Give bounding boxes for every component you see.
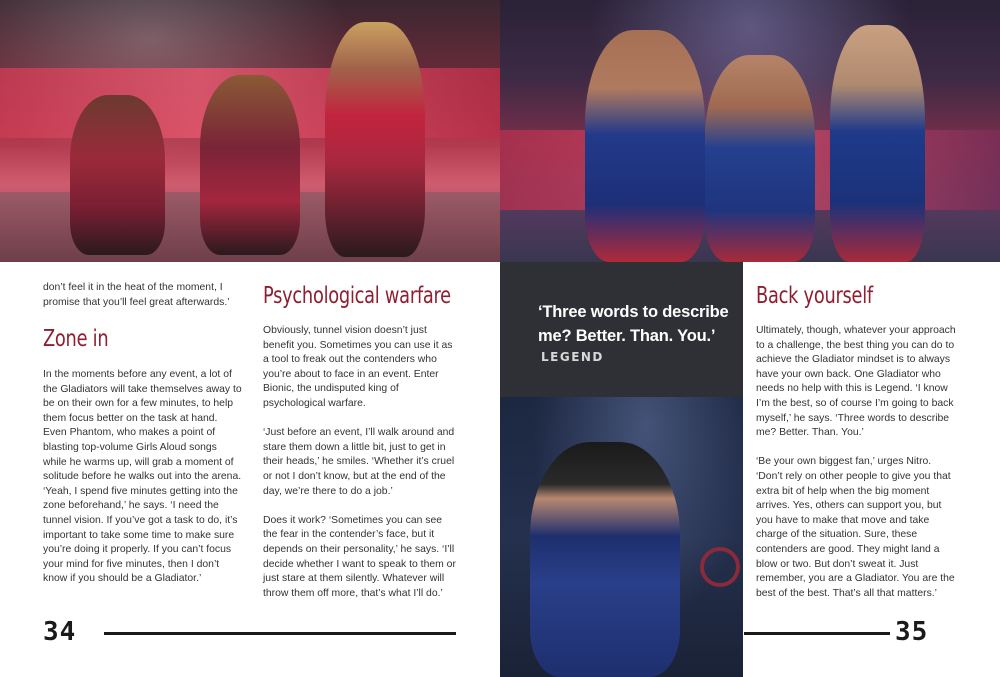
- heading-zone-in: Zone in: [43, 326, 109, 352]
- heading-psychological-warfare: Psychological warfare: [263, 283, 451, 309]
- gladiator-figure: [325, 22, 425, 257]
- gladiator-figure: [830, 25, 925, 262]
- photo-legend: [500, 397, 743, 677]
- footer-rule-right: [744, 632, 890, 635]
- back-yourself-paragraph-1: Ultimately, though, whatever your approach to a challenge, the best thing you can do to achieve the Gladiator mindset is to always have your own back. One Gladiator who needs no help with this is Legend. ‘I know I’m the best, so of course I’m going to back myself,’ he says. ‘Three words to describe me? Better. Than. You.’: [756, 325, 956, 439]
- page-number-left: 34: [43, 617, 77, 647]
- column-left-2: [263, 324, 459, 601]
- psych-paragraph-2: ‘Just before an event, I’ll walk around and stare them down a little bit, just to get in their heads,’ he smiles. ‘Whether it’s cruel or not I don’t know, but at the end of the day, we’re there to do a job.’: [263, 427, 455, 497]
- psych-paragraph-1: Obviously, tunnel vision doesn’t just benefit you. Sometimes you can use it as a tool to freak out the contenders who you’re about to face in an event. Enter Bionic, the undisputed king of psychological warfare.: [263, 325, 453, 409]
- column-left-1: [43, 281, 243, 310]
- footer-rule-left: [104, 632, 456, 635]
- column-left-1-body: [43, 368, 243, 587]
- page-number-right: 35: [895, 617, 929, 647]
- heading-back-yourself: Back yourself: [756, 283, 873, 309]
- gladiator-figure: [200, 75, 300, 255]
- gladiator-figure: [585, 30, 705, 262]
- photo-male-gladiators: [500, 0, 1000, 262]
- photo-female-gladiators: [0, 0, 500, 262]
- intro-text: don’t feel it in the heat of the moment, I promise that you’ll feel great afterwards.’: [43, 282, 230, 308]
- gladiator-figure: [705, 55, 815, 262]
- gladiator-figure: [530, 442, 680, 677]
- pull-quote: ‘Three words to describe me? Better. Than. You.’: [538, 303, 729, 345]
- zone-in-paragraph: In the moments before any event, a lot of the Gladiators will take themselves away to be on their own for a few minutes, to help them focus better on the task at hand. Even Phantom, who makes a point of blasting top-volume Girls Aloud songs while he warms up, will grab a moment of solitude before he walks out into the arena. ‘Yeah, I spend five minutes getting into the zone beforehand,’ he says. ‘I need the tunnel vision. If you’ve got a task to do, it’s important to take some time to make sure you’re doing it properly. If you can’t focus your mind for five minutes, then I don’t know if you should be a Gladiator.’: [43, 369, 242, 585]
- gladiator-figure: [70, 95, 165, 255]
- back-yourself-paragraph-2: ‘Be your own biggest fan,’ urges Nitro. ‘Don’t rely on other people to give you that extra bit of help when the big moment arrives. Yes, others can support you, but you have to make that move and take charge of the situation. Sure, these contenders are good. They might land a blow or two. But don’t sweat it. Just remember, you are a Gladiator. You are the best of the best. That’s all that matters.’: [756, 456, 955, 599]
- quote-attribution: LEGEND: [541, 350, 604, 364]
- psych-paragraph-3: Does it work? ‘Sometimes you can see the fear in the contender’s face, but it depends on their personality,’ he says. ‘I’ll decide whether I want to speak to them or just stare at them silently. Whatever will throw them off more, that’s what I’ll do.’: [263, 514, 456, 599]
- column-right: [756, 324, 956, 601]
- hanging-ring: [700, 547, 740, 587]
